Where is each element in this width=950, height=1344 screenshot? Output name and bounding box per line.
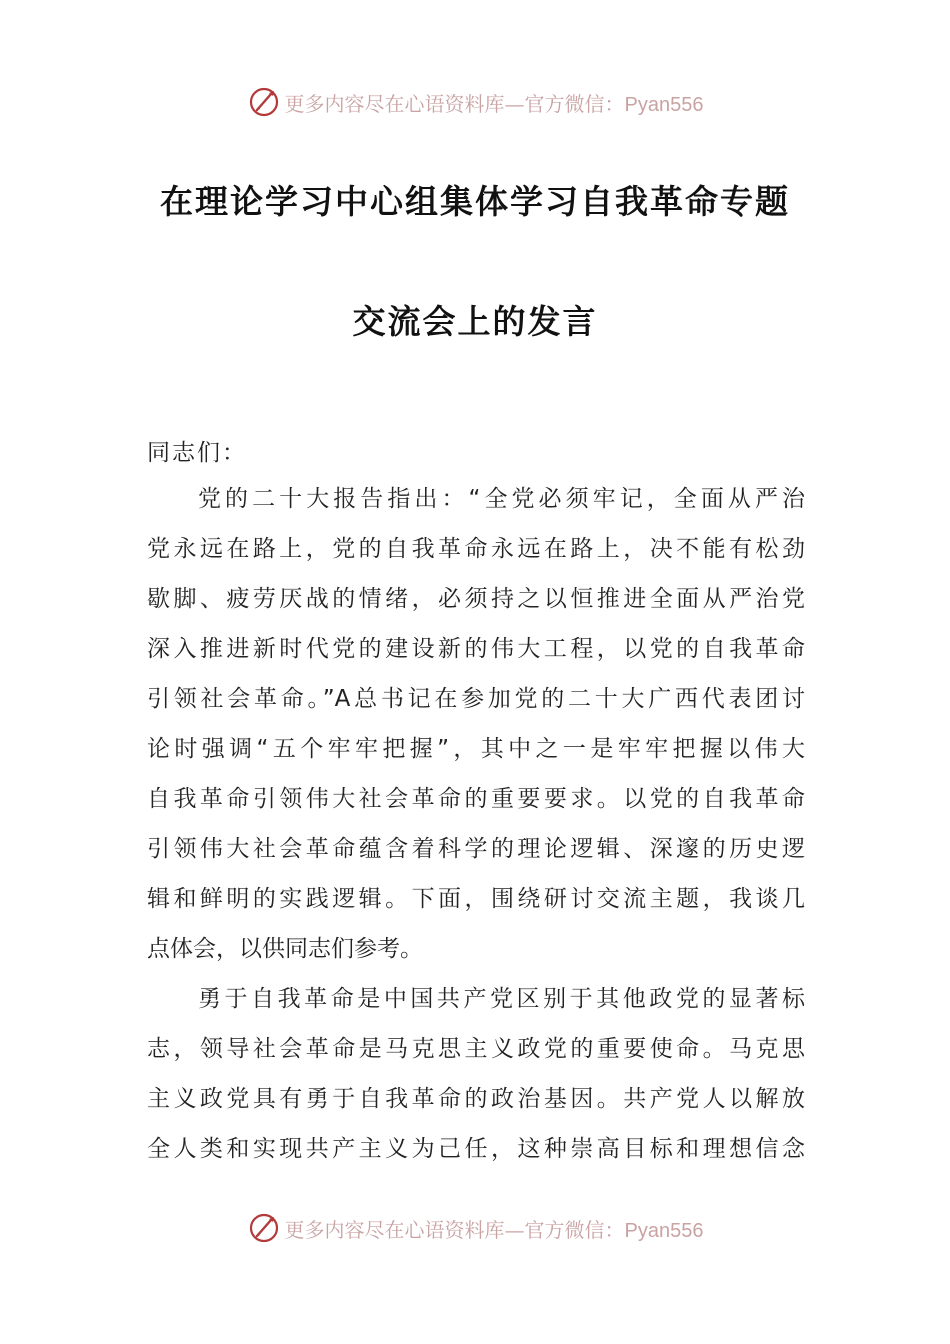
banner-wechat-id: Pyan556 <box>624 1219 704 1242</box>
banner-wechat-label: 官方微信： <box>524 91 625 116</box>
banner-text <box>285 88 704 117</box>
body-line: 自我革命引领伟大社会革命的重要要求。以党的自我革命 <box>147 786 805 812</box>
body-line: 点体会，以供同志们参考。 <box>147 936 423 962</box>
body-line: 勇于自我革命是中国共产党区别于其他政党的显著标 <box>198 986 805 1012</box>
body-line: 党的二十大报告指出：“全党必须牢记，全面从严治 <box>198 486 805 512</box>
banner-separator: — <box>504 1217 525 1242</box>
body-line: 辑和鲜明的实践逻辑。下面，围绕研讨交流主题，我谈几 <box>147 886 805 912</box>
body-line: 深入推进新时代党的建设新的伟大工程，以党的自我革命 <box>147 636 805 662</box>
header-watermark-banner <box>0 82 950 122</box>
salutation: 同志们： <box>147 440 247 466</box>
banner-separator: — <box>504 91 525 116</box>
body-line: 论时强调“五个牢牢把握”，其中之一是牢牢把握以伟大 <box>147 736 805 762</box>
pen-logo-icon <box>247 1211 281 1245</box>
banner-slogan: 更多内容尽在心语资料库 <box>284 91 505 116</box>
body-line: 全人类和实现共产主义为己任，这种崇高目标和理想信念 <box>147 1136 805 1162</box>
banner-wechat-label: 官方微信： <box>524 1217 625 1242</box>
body-line: 党永远在路上，党的自我革命永远在路上，决不能有松劲 <box>147 536 805 562</box>
banner-slogan: 更多内容尽在心语资料库 <box>284 1217 505 1242</box>
banner-text <box>285 1214 704 1243</box>
pen-logo-icon <box>247 85 281 119</box>
document-title-line-2: 交流会上的发言 <box>352 302 598 341</box>
document-title-line-1: 在理论学习中心组集体学习自我革命专题 <box>160 182 790 221</box>
banner-wechat-id: Pyan556 <box>624 93 704 116</box>
body-line: 志，领导社会革命是马克思主义政党的重要使命。马克思 <box>147 1036 805 1062</box>
body-line: 引领社会革命。”A总书记在参加党的二十大广西代表团讨 <box>147 686 805 712</box>
body-line: 引领伟大社会革命蕴含着科学的理论逻辑、深邃的历史逻 <box>147 836 805 862</box>
body-line: 主义政党具有勇于自我革命的政治基因。共产党人以解放 <box>147 1086 805 1112</box>
footer-watermark-banner <box>0 1208 950 1248</box>
body-line: 歇脚、疲劳厌战的情绪，必须持之以恒推进全面从严治党 <box>147 586 805 612</box>
